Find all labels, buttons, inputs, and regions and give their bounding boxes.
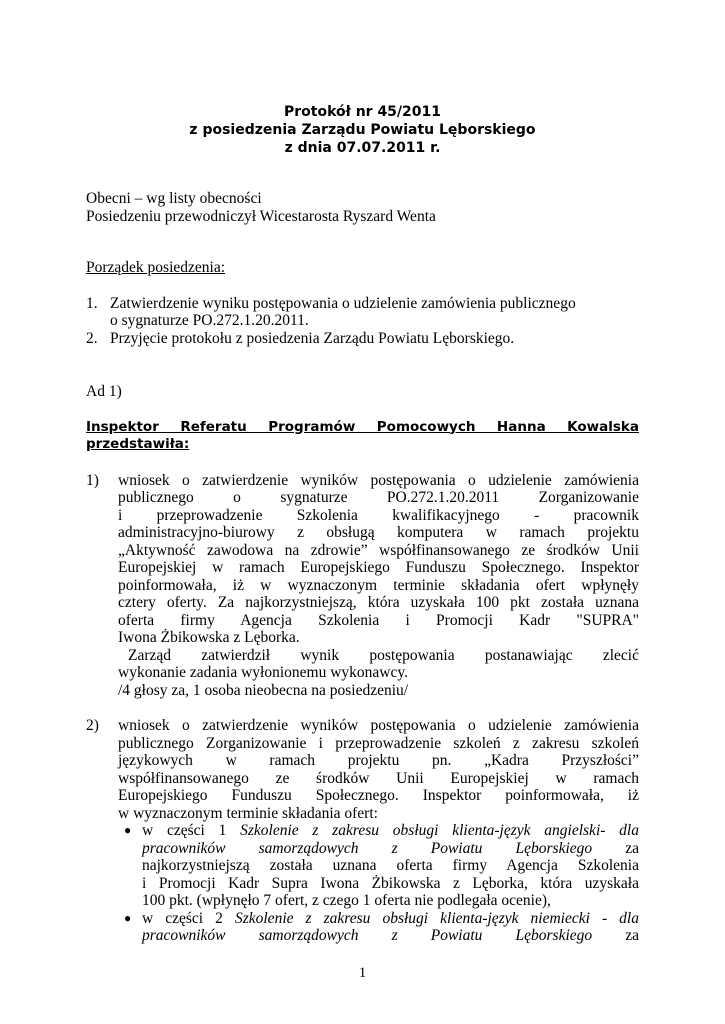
agenda-title: Porządek posiedzenia: (86, 259, 226, 276)
point-line: wniosek o zatwierdzenie wyników postępowania o udzielenie zamówienia (118, 471, 639, 489)
chair-line: Posiedzeniu przewodniczył Wicestarosta Ryszard Wenta (86, 207, 436, 225)
lot-title: Szkolenie z zakresu obsługi klienta-język angielski- dla (240, 822, 639, 839)
lot-title: pracowników samorządowych z Powiatu Lęborskiego (142, 839, 593, 857)
point-line: Europejskiego Funduszu Społecznego. Inspektor poinformowała, iż (118, 787, 639, 804)
point-number: 1) (86, 471, 99, 489)
point-line: współfinansowanego ze środków Unii Europejskiej w ramach (118, 769, 639, 787)
protocol-subtitle: z posiedzenia Zarządu Powiatu Lęborskiego (189, 122, 536, 138)
lot-text: w części 1 (142, 822, 241, 839)
point-number: 2) (86, 717, 99, 734)
point-line: oferta firmy Agencja Szkolenia i Promocji Kadr "SUPRA" (118, 611, 639, 629)
point-line: administracyjno-biurowy z obsługą komputera w ramach projektu (118, 524, 639, 541)
decision-line: Zarząd zatwierdził wynik postępowania postanawiając zlecić (128, 646, 639, 664)
lot-text: w części 2 (142, 909, 235, 927)
inspector-heading (86, 419, 639, 454)
agenda-item (86, 295, 639, 330)
lot-text: i Promocji Kadr Supra Iwona Żbikowska z Lęborka, która uzyskała (142, 874, 639, 892)
lot-item (118, 822, 639, 910)
lot-title: Szkolenie z zakresu obsługi klienta-język niemiecki - dla (234, 909, 639, 927)
attendance-line: Obecni – wg listy obecności (86, 190, 262, 207)
agenda-item (86, 330, 639, 348)
point-line: poinformowała, iż w wyznaczonym terminie składania ofert wpłynęły (118, 576, 639, 594)
lot-text: za (592, 927, 639, 944)
protocol-header (0, 103, 725, 157)
agenda-item-text: Zatwierdzenie wyniku postępowania o udzielenie zamówienia publicznego (110, 294, 576, 312)
protocol-title: Protokół nr 45/2011 (283, 104, 442, 120)
agenda-item-number: 1. (86, 294, 98, 312)
point-line: cztery oferty. Za najkorzystniejszą, która uzyskała 100 pkt została uznana (118, 594, 639, 611)
vote-result: /4 głosy za, 1 osoba nieobecna na posiedzeniu/ (118, 681, 409, 699)
agenda-list (86, 295, 639, 348)
agenda-item-text: o sygnaturze PO.272.1.20.2011. (110, 312, 309, 329)
lot-text: najkorzystniejszą została uznana oferta firmy Agencja Szkolenia (142, 857, 639, 874)
protocol-date: z dnia 07.07.2011 r. (284, 140, 441, 156)
bullet-icon: ● (124, 823, 132, 837)
lot-item (118, 910, 639, 945)
point-1 (86, 472, 639, 700)
point-line: Europejskiej w ramach Europejskiego Funduszu Społecznego. Inspektor (118, 559, 639, 576)
point-line: publicznego Zorganizowanie i przeprowadzenie szkoleń z zakresu szkoleń (118, 734, 639, 752)
bullet-icon: ● (124, 910, 132, 925)
agenda-item-number: 2. (86, 329, 98, 347)
point-line: wniosek o zatwierdzenie wyników postępowania o udzielenie zamówienia (118, 717, 639, 734)
point-line: Iwona Żbikowska z Lęborka. (118, 629, 300, 646)
lot-title: pracowników samorządowych z Powiatu Lęborskiego (142, 927, 593, 944)
lot-text: 100 pkt. (wpłynęło 7 ofert, z czego 1 oferta nie podlegała ocenie), (142, 892, 551, 909)
inspector-heading-line: Inspektor Referatu Programów Pomocowych Hanna Kowalska (86, 418, 639, 435)
lot-list (118, 822, 639, 945)
agenda-item-text: Przyjęcie protokołu z posiedzenia Zarządu Powiatu Lęborskiego. (110, 329, 515, 347)
decision-line: wykonanie zadania wyłonionemu wykonawcy. (118, 664, 408, 681)
inspector-heading-line: przedstawiła: (86, 436, 190, 452)
point-line: publicznego o sygnaturze PO.272.1.20.2011 Zorganizowanie (118, 489, 639, 506)
ad-1-heading: Ad 1) (86, 383, 122, 400)
point-2 (86, 717, 639, 945)
point-line: „Aktywność zawodowa na zdrowie” współfinansowanego ze środków Unii (118, 541, 639, 559)
point-line: w wyznaczonym terminie składania ofert: (118, 804, 378, 822)
document-body (86, 190, 639, 945)
page-number: 1 (358, 965, 367, 981)
point-line: i przeprowadzenie Szkolenia kwalifikacyjnego - pracownik (118, 506, 639, 524)
lot-text: za (592, 839, 639, 857)
point-line: językowych w ramach projektu pn. „Kadra Przyszłości” (118, 752, 639, 769)
